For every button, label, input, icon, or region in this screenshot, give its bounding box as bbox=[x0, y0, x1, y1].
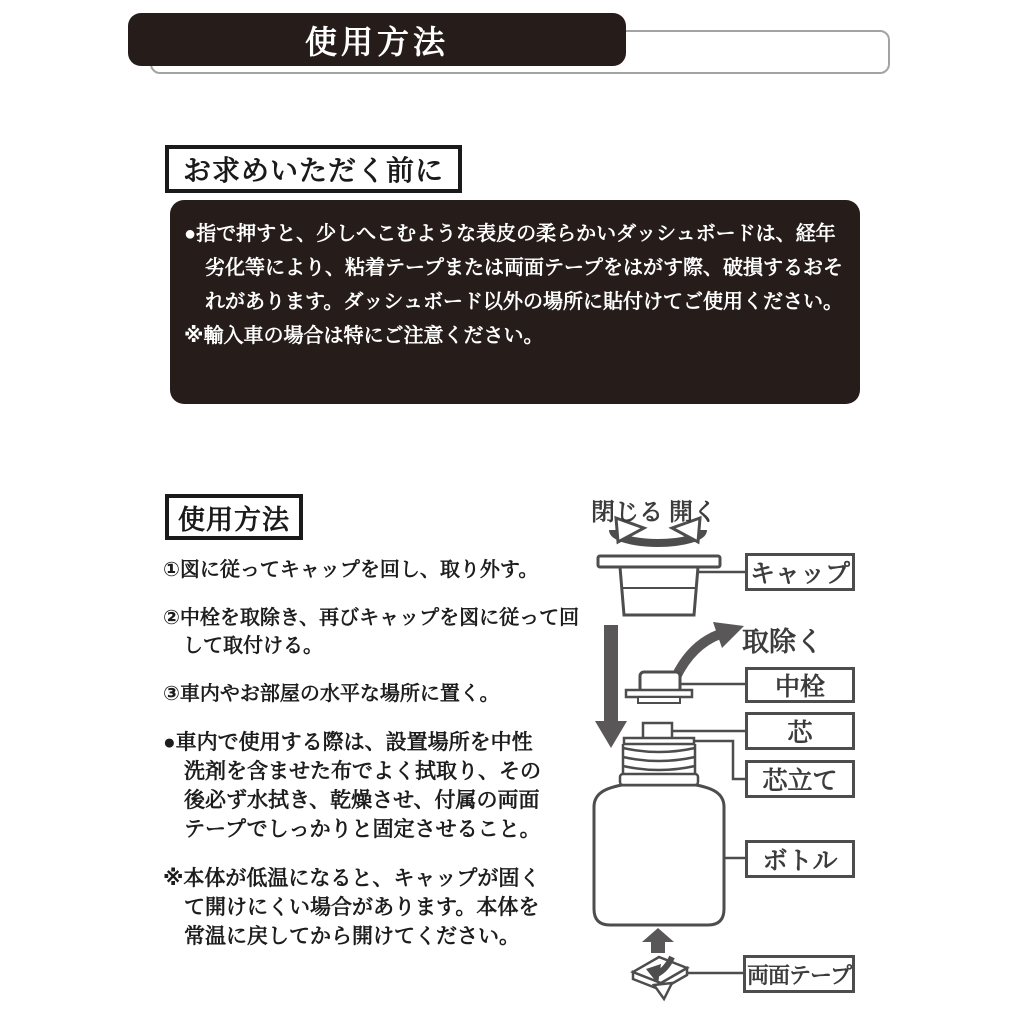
warning-main-text: ●指で押すと、少しへこむような表皮の柔らかいダッシュボードは、経年劣化等により、粘着テープまたは両面テープをはがす際、破損するおそれがあります。ダッシュボード以外の場所に貼付けてご使用ください。 bbox=[184, 223, 843, 313]
warning-box bbox=[170, 200, 860, 404]
warning-note-text: ※輸入車の場合は特にご注意ください。 bbox=[184, 325, 544, 347]
tape-shape bbox=[633, 957, 687, 999]
down-arrow-icon bbox=[595, 625, 627, 748]
usage-step-1: ①図に従ってキャップを回し、取り外す。 bbox=[163, 559, 539, 581]
section-title-before-purchase bbox=[165, 145, 462, 193]
instruction-list bbox=[163, 556, 580, 971]
open-direction-label: 開く bbox=[669, 499, 717, 526]
cap-shape bbox=[598, 556, 720, 615]
part-label-inner-plug: 中栓 bbox=[745, 667, 855, 703]
up-arrow-icon bbox=[642, 928, 674, 953]
part-label-cap: キャップ bbox=[745, 553, 855, 591]
section-title-usage bbox=[165, 494, 303, 540]
wick-stand-shape bbox=[620, 738, 698, 785]
part-label-wick-stand: 芯立て bbox=[745, 760, 855, 798]
page-title-text: 使用方法 bbox=[304, 23, 449, 60]
section-title-usage-text: 使用方法 bbox=[178, 504, 290, 535]
part-label-tape: 両面テープ bbox=[743, 955, 855, 993]
usage-step-3: ③車内やお部屋の水平な場所に置く。 bbox=[163, 683, 500, 705]
part-label-bottle: ボトル bbox=[745, 840, 855, 878]
usage-bullet-note: ●車内で使用する際は、設置場所を中性洗剤を含ませた布でよく拭取り、その後必ず水拭き、乾燥させ、付属の両面テープでしっかりと固定させること。 bbox=[163, 731, 541, 841]
inner-plug-shape bbox=[626, 672, 692, 703]
close-direction-label: 閉じる bbox=[591, 499, 663, 526]
remove-action-label: 取除く bbox=[742, 627, 823, 657]
bottle-shape bbox=[594, 785, 724, 925]
section-title-before-purchase-text: お求めいただく前に bbox=[183, 155, 445, 186]
part-label-wick: 芯 bbox=[745, 712, 855, 750]
page-title bbox=[128, 13, 626, 66]
usage-step-2: ②中栓を取除き、再びキャップを図に従って回して取付ける。 bbox=[163, 607, 580, 657]
remove-arrow-icon bbox=[676, 622, 744, 677]
usage-caution-note: ※本体が低温になると、キャップが固くて開けにくい場合があります。本体を常温に戻してから開けてください。 bbox=[163, 867, 541, 948]
